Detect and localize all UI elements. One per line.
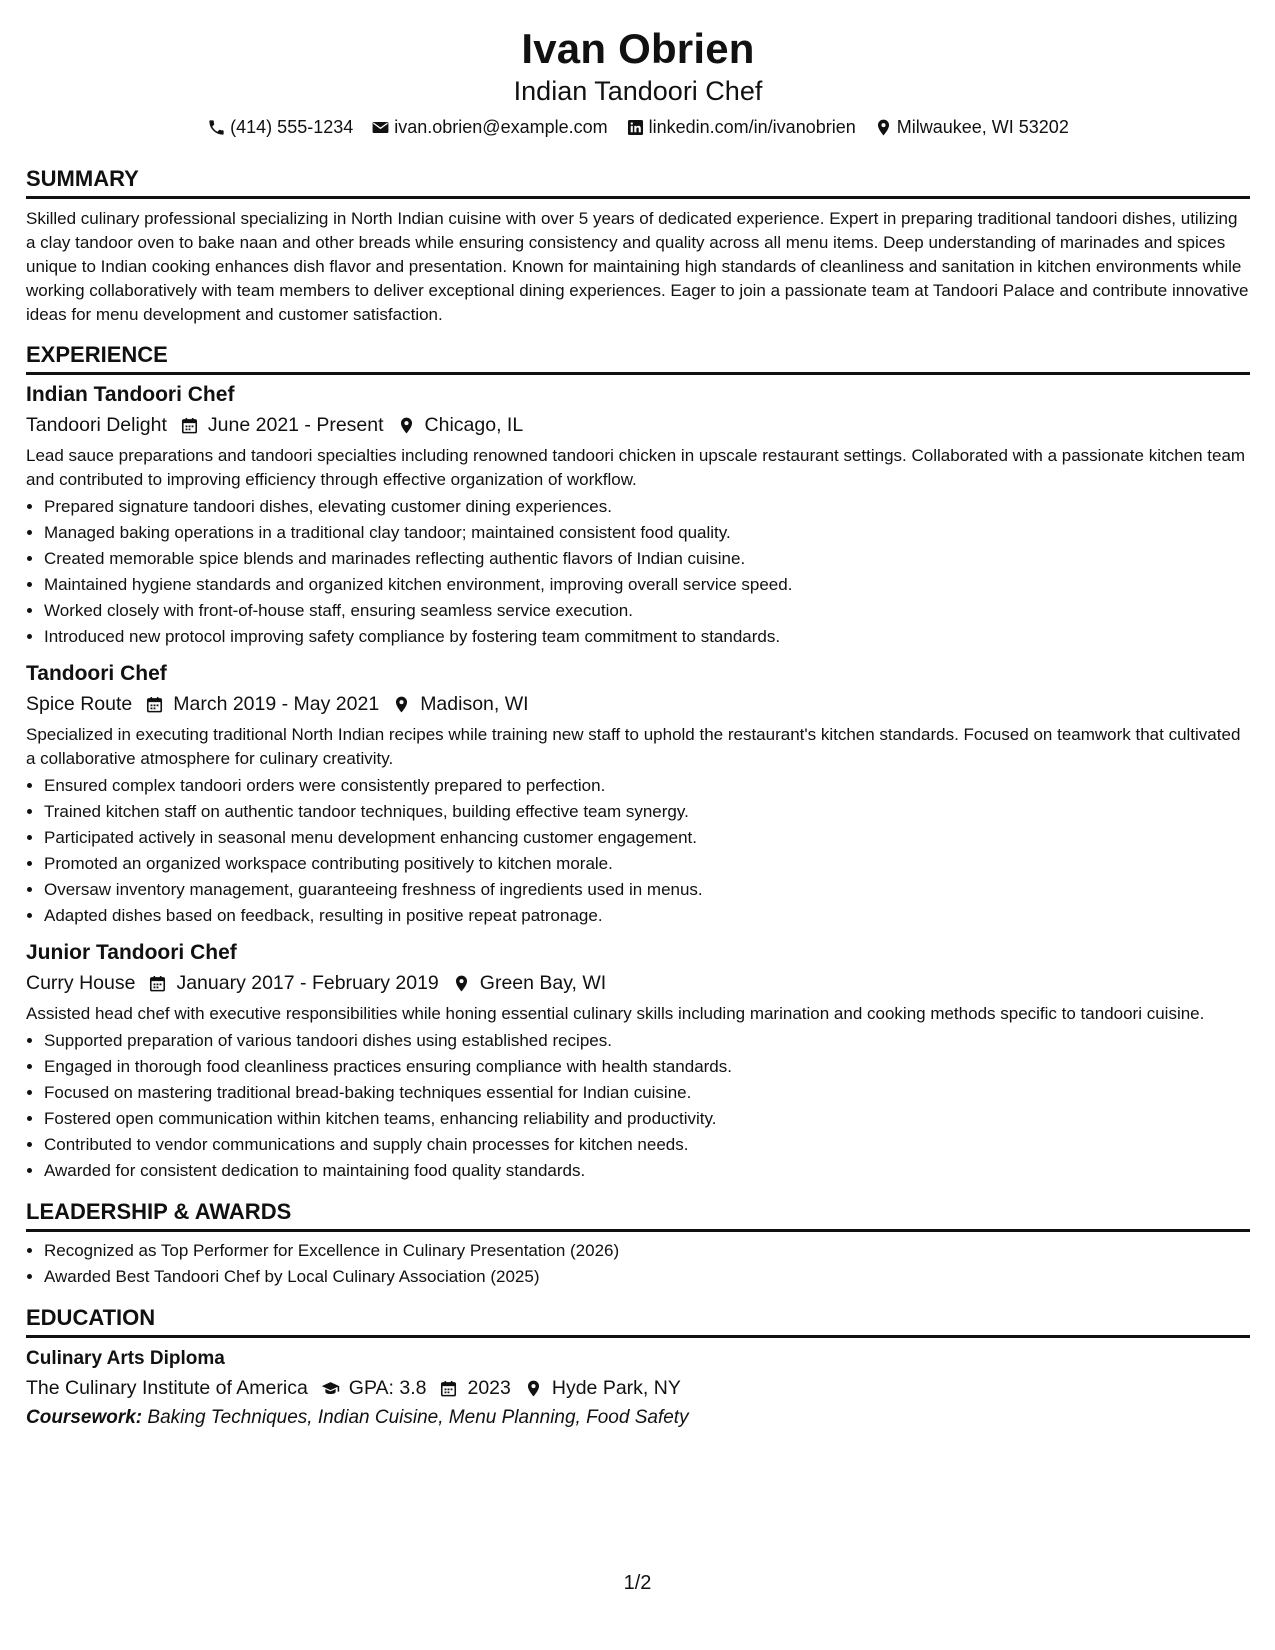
- list-item: • Adapted dishes based on feedback, resulting in positive repeat patronage.: [44, 903, 1250, 929]
- location-pin-icon: [439, 974, 480, 993]
- candidate-name: Ivan Obrien: [521, 25, 755, 72]
- company-name: Tandoori Delight: [26, 414, 167, 436]
- list-item: • Supported preparation of various tandoori dishes using established recipes.: [44, 1028, 1250, 1054]
- job-meta: [26, 969, 1250, 997]
- experience-section: [26, 341, 1250, 1184]
- resume-page: [26, 0, 1250, 1432]
- job-meta: [26, 411, 1250, 439]
- list-item: • Recognized as Top Performer for Excellence in Culinary Presentation (2026): [44, 1238, 1250, 1264]
- location-pin-icon: [874, 118, 893, 137]
- contact-phone: [207, 114, 353, 140]
- coursework-label: Coursework:: [26, 1407, 143, 1428]
- job-meta: [26, 690, 1250, 718]
- job-entry: [26, 939, 1250, 1184]
- resume-header: [26, 0, 1250, 140]
- list-item: • Fostered open communication within kitchen teams, enhancing reliability and productivity.: [44, 1106, 1250, 1132]
- phone-text: (414) 555-1234: [230, 117, 354, 137]
- list-item: • Created memorable spice blends and marinades reflecting authentic flavors of Indian cuisine.: [44, 546, 1250, 572]
- summary-section: [26, 165, 1250, 327]
- job-location: Madison, WI: [420, 693, 529, 715]
- job-description: Lead sauce preparations and tandoori specialties including renowned tandoori chicken in upscale restaurant settings. Collaborated with a passionate kitchen team and contributed to improving efficiency through effective organization of workflow.: [26, 446, 1246, 489]
- phone-icon: [207, 118, 226, 137]
- job-title: Tandoori Chef: [26, 662, 167, 685]
- list-item: • Oversaw inventory management, guaranteeing freshness of ingredients used in menus.: [44, 877, 1250, 903]
- list-item: • Promoted an organized workspace contributing positively to kitchen morale.: [44, 851, 1250, 877]
- job-entry: [26, 660, 1250, 929]
- job-dates: January 2017 - February 2019: [176, 972, 439, 994]
- calendar-icon: [132, 695, 173, 714]
- list-item: • Introduced new protocol improving safety compliance by fostering team commitment to standards.: [44, 624, 1250, 650]
- section-title-education: EDUCATION: [26, 1304, 1250, 1338]
- list-item: • Managed baking operations in a traditional clay tandoor; maintained consistent food quality.: [44, 520, 1250, 546]
- job-title: Junior Tandoori Chef: [26, 941, 237, 964]
- contact-linkedin[interactable]: [626, 114, 856, 140]
- leadership-section: [26, 1198, 1250, 1290]
- email-text[interactable]: ivan.obrien@example.com: [394, 117, 608, 137]
- linkedin-text[interactable]: linkedin.com/in/ivanobrien: [648, 117, 856, 137]
- job-title: Indian Tandoori Chef: [26, 383, 235, 406]
- job-description: Assisted head chef with executive responsibilities while honing essential culinary skills including marination and cooking methods specific to tandoori cuisine.: [26, 1004, 1205, 1023]
- company-name: Curry House: [26, 972, 136, 994]
- graduation-year: 2023: [467, 1377, 511, 1399]
- job-dates: March 2019 - May 2021: [173, 693, 380, 715]
- job-location: Chicago, IL: [424, 414, 524, 436]
- school-location: Hyde Park, NY: [551, 1377, 681, 1399]
- email-icon: [371, 118, 390, 137]
- summary-text: Skilled culinary professional specializing in North Indian cuisine with over 5 years of dedicated experience. Expert in preparing traditional tandoori dishes, utilizing a clay tandoor oven to bake naan and other breads while ensuring consistency and quality across all menu items. Deep understanding of marinades and spices unique to Indian cooking enhances dish flavor and presentation. Known for maintaining high standards of cleanliness and sanitation in kitchen environments while working collaboratively with team members to deliver exceptional dining experiences. Eager to join a passionate team at Tandoori Palace and contribute innovative ideas for menu development and customer satisfaction.: [26, 209, 1249, 324]
- degree-title: Culinary Arts Diploma: [26, 1348, 225, 1369]
- list-item: • Prepared signature tandoori dishes, elevating customer dining experiences.: [44, 494, 1250, 520]
- list-item: • Ensured complex tandoori orders were consistently prepared to perfection.: [44, 773, 1250, 799]
- job-bullets: [26, 773, 1250, 929]
- linkedin-icon: [626, 118, 645, 137]
- location-pin-icon: [384, 416, 425, 435]
- job-dates: June 2021 - Present: [207, 414, 384, 436]
- location-pin-icon: [379, 695, 420, 714]
- graduation-cap-icon: [308, 1379, 349, 1398]
- calendar-icon: [135, 974, 176, 993]
- coursework-list: Baking Techniques, Indian Cuisine, Menu Planning, Food Safety: [147, 1407, 689, 1428]
- job-entry: [26, 381, 1250, 650]
- candidate-headline: Indian Tandoori Chef: [513, 76, 763, 106]
- location-text: Milwaukee, WI 53202: [896, 117, 1069, 137]
- school-name: The Culinary Institute of America: [26, 1377, 308, 1399]
- company-name: Spice Route: [26, 693, 133, 715]
- list-item: • Maintained hygiene standards and organized kitchen environment, improving overall service speed.: [44, 572, 1250, 598]
- list-item: • Focused on mastering traditional bread-baking techniques essential for Indian cuisine.: [44, 1080, 1250, 1106]
- contact-email[interactable]: [371, 114, 607, 140]
- gpa: GPA: 3.8: [348, 1377, 427, 1399]
- calendar-icon: [167, 416, 208, 435]
- calendar-icon: [426, 1379, 467, 1398]
- list-item: • Engaged in thorough food cleanliness practices ensuring compliance with health standards.: [44, 1054, 1250, 1080]
- job-bullets: [26, 1028, 1250, 1184]
- education-meta: [26, 1374, 1250, 1402]
- list-item: • Trained kitchen staff on authentic tandoor techniques, building effective team synergy.: [44, 799, 1250, 825]
- section-title-leadership: LEADERSHIP & AWARDS: [26, 1198, 1250, 1232]
- job-location: Green Bay, WI: [479, 972, 607, 994]
- list-item: • Worked closely with front-of-house staff, ensuring seamless service execution.: [44, 598, 1250, 624]
- list-item: • Participated actively in seasonal menu development enhancing customer engagement.: [44, 825, 1250, 851]
- coursework: [26, 1404, 1250, 1432]
- job-description: Specialized in executing traditional North Indian recipes while training new staff to uphold the restaurant's kitchen standards. Focused on teamwork that cultivated a collaborative atmosphere for culinary creativity.: [26, 725, 1241, 768]
- education-section: [26, 1304, 1250, 1432]
- contact-location: [874, 114, 1069, 140]
- section-title-summary: SUMMARY: [26, 165, 1250, 199]
- location-pin-icon: [511, 1379, 552, 1398]
- list-item: • Contributed to vendor communications and supply chain processes for kitchen needs.: [44, 1132, 1250, 1158]
- job-bullets: [26, 494, 1250, 650]
- leadership-list: [26, 1238, 1250, 1290]
- section-title-experience: EXPERIENCE: [26, 341, 1250, 375]
- list-item: • Awarded Best Tandoori Chef by Local Culinary Association (2025): [44, 1264, 1250, 1290]
- list-item: • Awarded for consistent dedication to maintaining food quality standards.: [44, 1158, 1250, 1184]
- contact-info: [26, 114, 1250, 140]
- page-number: 1/2: [623, 1572, 652, 1594]
